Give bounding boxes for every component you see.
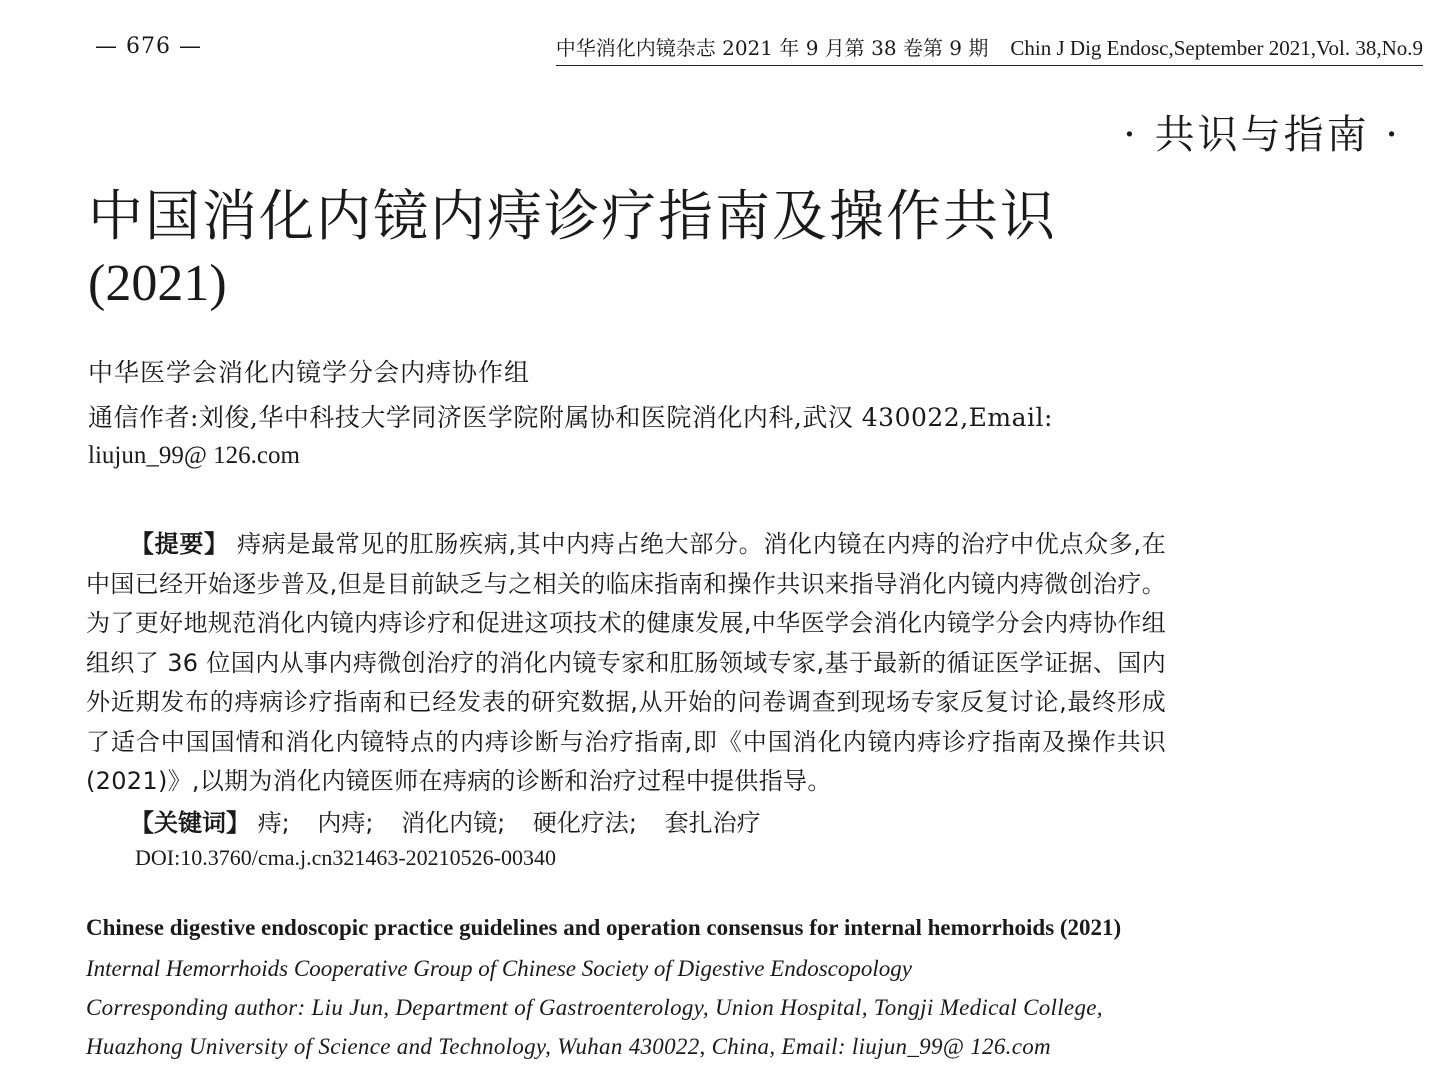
page-number: — 676 — [95,34,202,59]
abstract-text: 痔病是最常见的肛肠疾病,其中内痔占绝大部分。消化内镜在内痔的治疗中优点众多,在中国已经开始逐步普及,但是目前缺乏与之相关的临床指南和操作共识来指导消化内镜内痔微创治疗。为了更好地规范消化内镜内痔诊疗和促进这项技术的健康发展,中华医学会消化内镜学分会内痔协作组组织了 36 位国内从事内痔微创治疗的消化内镜专家和肛肠领域专家,基于最新的循证医学证据、国内外近期发布的痔病诊疗指南和已经发表的研究数据,从开始的问卷调查到现场专家反复讨论,最终形成了适合中国国情和消化内镜特点的内痔诊断与治疗指南,即《中国消化内镜内痔诊疗指南及操作共识(2021)》,以期为消化内镜医师在痔病的诊断和治疗过程中提供指导。 [86,530,1166,795]
journal-name-cn: 中华消化内镜杂志 2021 年 9 月第 38 卷第 9 期 [555,36,989,60]
journal-name-en: Chin J Dig Endosc,September 2021,Vol. 38,No.9 [1010,36,1423,60]
doi: DOI:10.3760/cma.j.cn321463-20210526-00340 [135,845,556,870]
keyword: 硬化疗法; [532,809,637,837]
keyword: 内痔; [317,809,374,837]
article-title: 中国消化内镜内痔诊疗指南及操作共识 [88,184,1058,248]
english-corresponding-address: Huazhong University of Science and Technology, Wuhan 430022, China, Email: liujun_99@ 126.com [86,1034,1051,1059]
keyword: 痔; [257,809,290,837]
english-title: Chinese digestive endoscopic practice guidelines and operation consensus for internal hemorrhoids (2021) [86,915,1122,940]
article-title-year: (2021) [88,255,227,312]
keyword: 套扎治疗 [664,809,761,837]
abstract-label: 【提要】 [130,530,229,558]
english-corresponding-author: Corresponding author: Liu Jun, Department of Gastroenterology, Union Hospital, Tongji Medical College, [86,995,1103,1020]
corresponding-email: liujun_99@ 126.com [88,442,300,469]
corresponding-author: 通信作者:刘俊,华中科技大学同济医学院附属协和医院消化内科,武汉 430022,Email: [88,403,1053,432]
keywords [130,803,781,838]
author-group: 中华医学会消化内镜学分会内痔协作组 [88,358,531,387]
english-author-group: Internal Hemorrhoids Cooperative Group of Chinese Society of Digestive Endoscopology [86,956,912,981]
running-header [556,32,1423,66]
column-label: · 共识与指南 · [1123,112,1401,158]
keyword: 消化内镜; [401,809,506,837]
keywords-label: 【关键词】 [130,809,250,837]
abstract [86,525,1166,802]
